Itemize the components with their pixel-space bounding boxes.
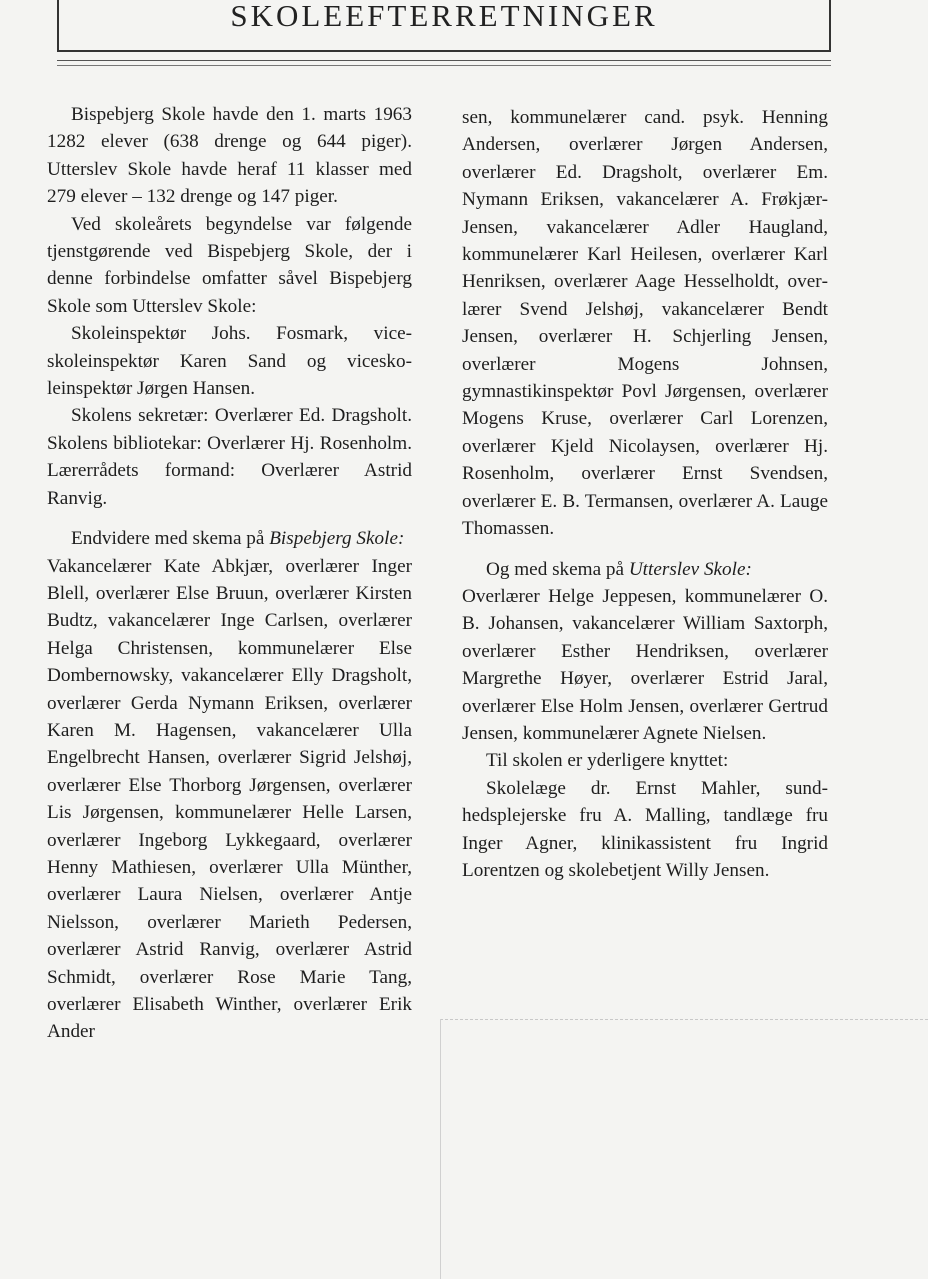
paragraph-additional-intro: Til skolen er yderligere knyttet: <box>486 750 729 772</box>
title-box <box>57 0 831 52</box>
title-rule-upper <box>57 60 831 61</box>
bispebjerg-intro-text: Endvidere med skema på <box>71 528 265 550</box>
paragraph-additional-staff: Skolelæge dr. Ernst Mahler, sundhedsplejerske fru A. Malling, tandlæge fru Inger Agner, klinikassistent fru Ingrid Lorentzen og skolebetjent Willy Jensen. <box>462 777 828 881</box>
paragraph-bispebjerg-teachers-continued: sen, kommunelærer cand. psyk. Henning Andersen, overlærer Jørgen Andersen, overlærer Ed. Dragsholt, overlærer Em. Nymann Eriksen, vakancelærer A. Frøkjær-Jensen, vakancelærer Adler Haugland, kommunelærer Karl Heilesen, overlærer Karl Henriksen, overlærer Aage Hesselholdt, overlærer Svend Jelshøj, vakancelærer Bendt Jensen, overlærer H. Schjerling Jensen, overlærer Mogens Johnsen, gymnastikinspektør Povl Jørgensen, overlærer Mogens Kruse, overlærer Carl Lorenzen, overlærer Kjeld Nicolaysen, overlærer Hj. Rosenholm, overlærer Ernst Svendsen, overlærer E. B. Termansen, overlærer A. Lauge Thomassen. <box>462 107 828 540</box>
paragraph-enrollment: Bispebjerg Skole havde den 1. marts 1963 1282 elever (638 drenge og 644 piger). Utterslev Skole havde heraf 11 klasser med 279 elever – 132 drenge og 147 piger. <box>47 104 412 208</box>
paragraph-utterslev-heading <box>462 556 828 583</box>
paragraph-officers: Skolens sekretær: Overlærer Ed. Dragsholt. Skolens bibliotekar: Overlærer Hj. Rosenholm. Lærerrådets formand: Overlærer Astrid Ranvig. <box>47 405 412 509</box>
utterslev-intro-text: Og med skema på <box>486 558 625 580</box>
paragraph-staff-intro: Ved skoleårets begyndelse var følgende tjenstgørende ved Bispebjerg Skole, der i denne forbindelse omfatter såvel Bispebjerg Skole som Utterslev Skole: <box>47 213 412 317</box>
utterslev-school-name: Utterslev Skole: <box>628 558 752 580</box>
title-rule-lower <box>57 65 831 66</box>
paragraph-bispebjerg-heading <box>47 525 412 552</box>
paragraph-bispebjerg-teachers: Vakancelærer Kate Abkjær, overlærer Inger Blell, overlærer Else Bruun, overlærer Kirsten Budtz, vakancelærer Inge Carlsen, overlærer Helga Christensen, kommunelærer Else Dombernowsky, vakancelærer Elly Dragsholt, overlærer Gerda Nymann Eriksen, overlærer Karen M. Hagensen, vakancelærer Ulla Engelbrecht Hansen, overlærer Sigrid Jelshøj, overlærer Else Thorborg Jørgensen, overlærer Lis Jørgensen, kommunelærer Helle Larsen, overlærer Ingeborg Lykkegaard, overlærer Henny Mathiesen, overlærer Ulla Münther, overlærer Laura Nielsen, overlærer Antje Nielsson, overlærer Marieth Pedersen, overlærer Astrid Ranvig, overlærer Astrid Schmidt, overlærer Rose Marie Tang, overlærer Elisabeth Winther, overlærer Erik Ander <box>47 555 412 1043</box>
paragraph-inspectors: Skoleinspektør Johs. Fosmark, viceskoleinspektør Karen Sand og viceskoleinspektør Jørgen Hansen. <box>47 323 412 400</box>
bispebjerg-school-name: Bispebjerg Skole: <box>269 528 405 550</box>
paragraph-utterslev-teachers: Overlærer Helge Jeppesen, kommunelærer O. B. Johansen, vakancelærer William Saxtorph, overlærer Esther Hendriksen, overlærer Margrethe Høyer, overlærer Estrid Jaral, overlærer Else Holm Jensen, overlærer Gertrud Jensen, kommunelærer Agnete Nielsen. <box>462 585 828 744</box>
left-column <box>47 101 412 1046</box>
page-title: SKOLEEFTERRETNINGER <box>230 0 658 33</box>
paper-fold-vertical <box>440 1019 441 1279</box>
right-column <box>462 104 828 884</box>
paper-fold-horizontal <box>440 1019 928 1020</box>
